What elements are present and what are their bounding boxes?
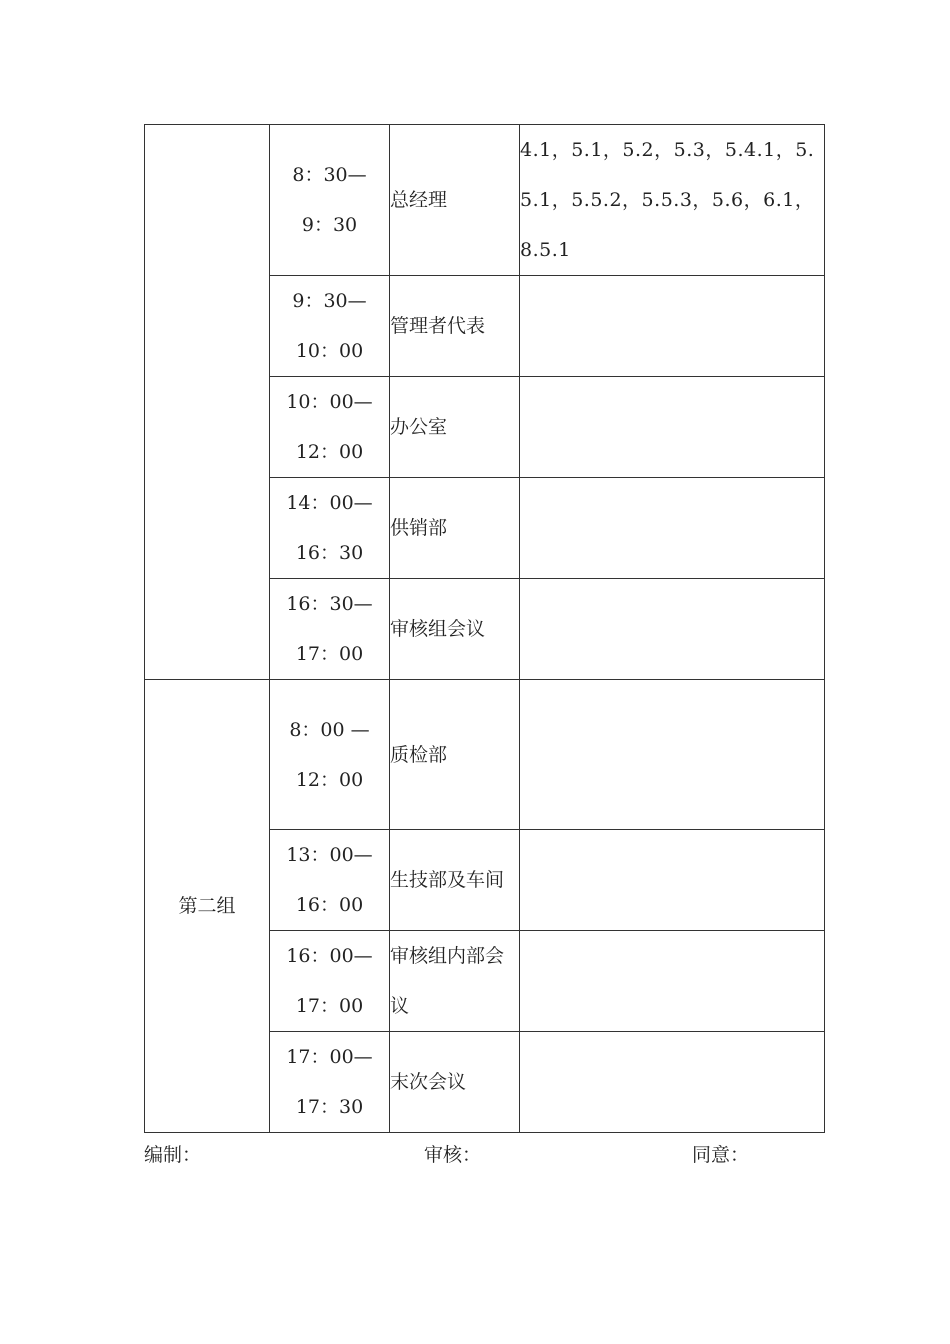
- department-cell: 供销部: [390, 478, 520, 579]
- clause-cell: 4.1，5.1，5.2，5.3，5.4.1，5.5.1，5.5.2，5.5.3，5.6，6.1，8.5.1: [520, 125, 825, 276]
- audit-schedule-table: [144, 124, 825, 1133]
- department-cell: 质检部: [390, 680, 520, 830]
- time-cell: 14：00— 16：30: [270, 478, 390, 579]
- time-cell: 16：30— 17：00: [270, 579, 390, 680]
- time-cell: 10：00— 12：00: [270, 377, 390, 478]
- time-cell: 17：00— 17：30: [270, 1032, 390, 1133]
- group-cell: [145, 125, 270, 680]
- department-cell: 生技部及车间: [390, 830, 520, 931]
- time-cell: 9：30— 10：00: [270, 276, 390, 377]
- time-cell: 16：00— 17：00: [270, 931, 390, 1032]
- department-cell: 审核组内部会议: [390, 931, 520, 1032]
- reviewed-by-label: 审核：: [424, 1144, 482, 1166]
- table-row: [145, 125, 825, 276]
- compiled-by-label: 编制：: [144, 1144, 202, 1166]
- department-cell: 办公室: [390, 377, 520, 478]
- department-cell: 总经理: [390, 125, 520, 276]
- clause-cell: [520, 478, 825, 579]
- clause-cell: [520, 579, 825, 680]
- time-cell: 13：00— 16：00: [270, 830, 390, 931]
- approved-by-label: 同意：: [692, 1144, 750, 1166]
- clause-cell: [520, 931, 825, 1032]
- department-cell: 审核组会议: [390, 579, 520, 680]
- signature-footer: [144, 1138, 824, 1172]
- table-row: [145, 680, 825, 830]
- clause-cell: [520, 377, 825, 478]
- time-cell: 8：30— 9：30: [270, 125, 390, 276]
- schedule-page: [144, 124, 824, 1133]
- group-cell: 第二组: [145, 680, 270, 1133]
- clause-cell: [520, 276, 825, 377]
- department-cell: 管理者代表: [390, 276, 520, 377]
- time-cell: 8：00 — 12：00: [270, 680, 390, 830]
- clause-cell: [520, 1032, 825, 1133]
- department-cell: 末次会议: [390, 1032, 520, 1133]
- clause-cell: [520, 680, 825, 830]
- clause-cell: [520, 830, 825, 931]
